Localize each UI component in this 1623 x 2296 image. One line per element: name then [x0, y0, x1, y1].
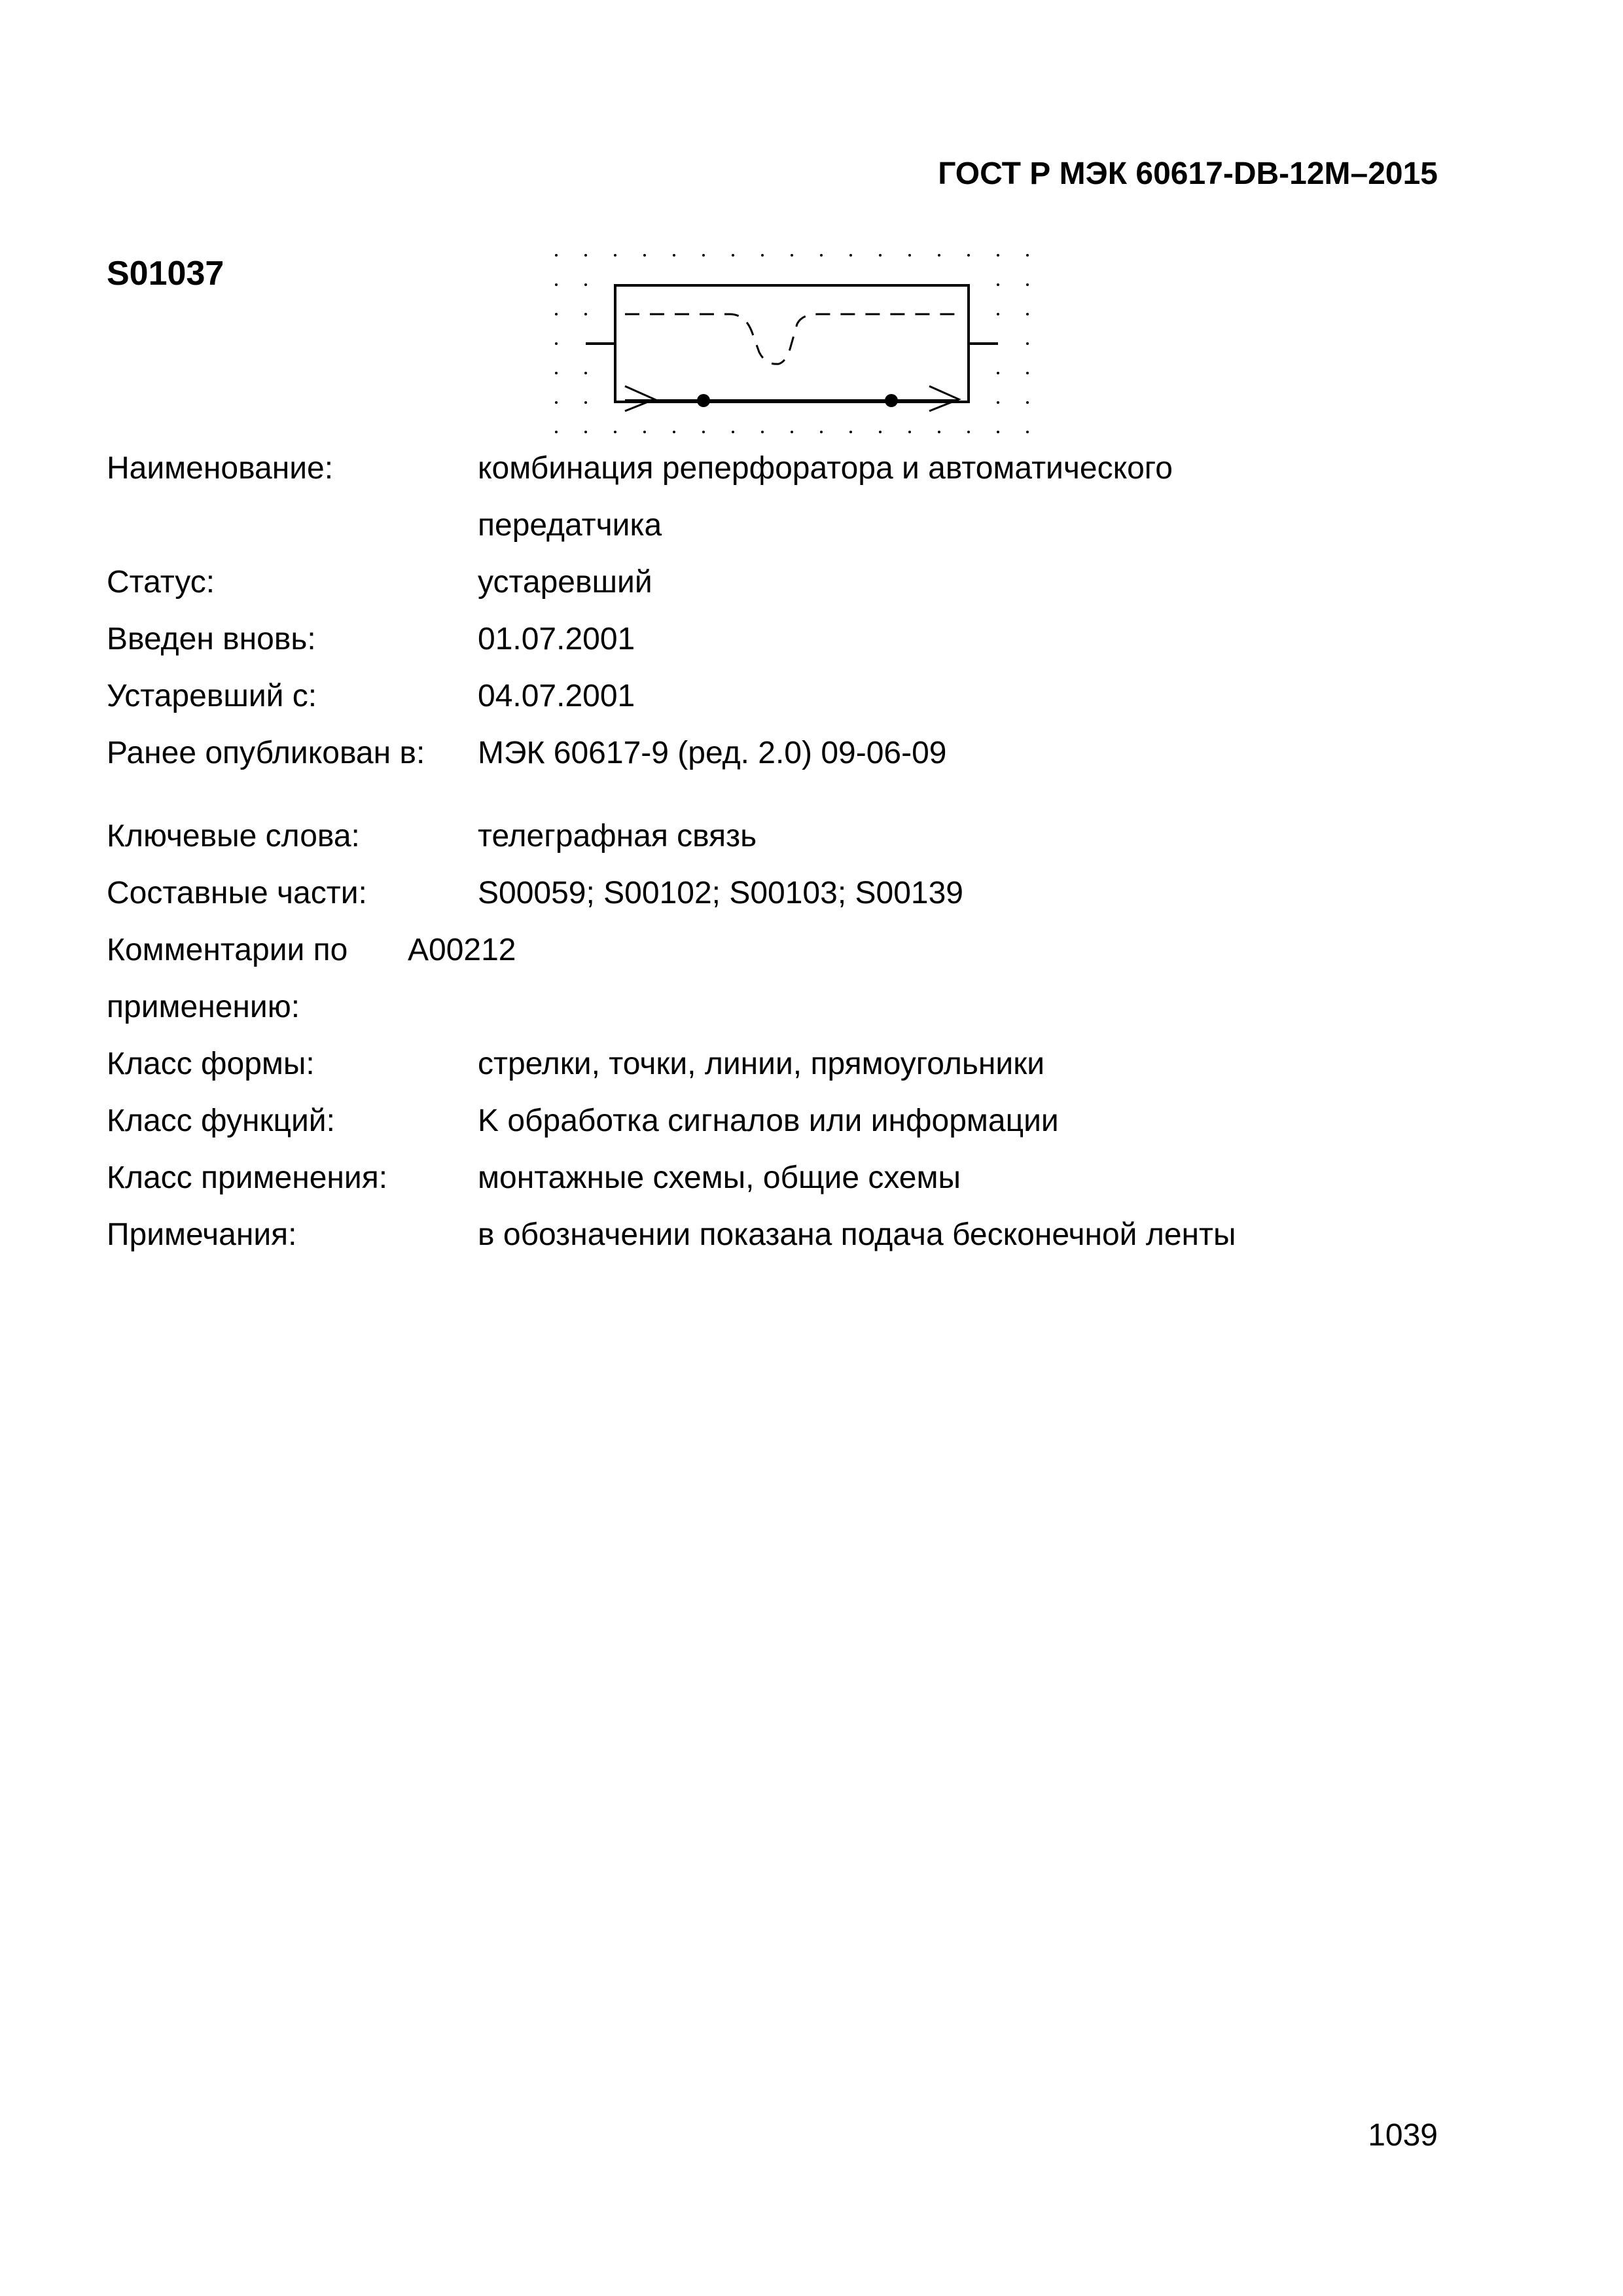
field-label: Введен вновь:: [107, 622, 316, 656]
field-row-published: [107, 725, 1481, 781]
field-label: Ранее опубликован в:: [107, 736, 425, 770]
field-label: Класс функций:: [107, 1103, 335, 1138]
standard-title: ГОСТ Р МЭК 60617-DB-12M–2015: [938, 156, 1438, 191]
field-value: 01.07.2001: [478, 622, 635, 656]
field-label: Статус:: [107, 565, 215, 600]
field-value: телеграфная связь: [478, 819, 757, 853]
field-row-name: [107, 440, 1481, 554]
field-value: K обработка сигналов или информации: [478, 1103, 1059, 1138]
field-label: Составные части:: [107, 876, 367, 910]
field-row-components: [107, 865, 1481, 922]
symbol-properties: [107, 440, 1481, 1263]
field-row-comments: [107, 922, 1481, 1035]
field-row-introduced: [107, 611, 1481, 668]
field-value: монтажные схемы, общие схемы: [478, 1160, 961, 1195]
field-row-notes: [107, 1206, 1481, 1263]
field-label: Класс применения:: [107, 1160, 388, 1195]
field-value: A00212: [408, 933, 516, 967]
field-value: стрелки, точки, линии, прямоугольники: [478, 1047, 1045, 1081]
field-value: комбинация реперфоратора и автоматического передатчика: [478, 451, 1173, 543]
field-value: МЭК 60617-9 (ред. 2.0) 09-06-09: [478, 736, 947, 770]
field-label: Класс формы:: [107, 1047, 315, 1081]
field-value: в обозначении показана подача бесконечной ленты: [478, 1217, 1236, 1252]
field-row-application-class: [107, 1149, 1481, 1206]
field-value: устаревший: [478, 565, 652, 600]
field-row-form-class: [107, 1035, 1481, 1092]
field-row-function-class: [107, 1092, 1481, 1149]
field-label: Наименование:: [107, 451, 334, 486]
page-number: 1039: [1368, 2118, 1438, 2153]
tape-path: [625, 314, 959, 411]
field-label: Комментарии по применению:: [107, 933, 348, 1024]
field-value: S00059; S00102; S00103; S00139: [478, 876, 963, 910]
field-label: Устаревший с:: [107, 679, 317, 713]
field-row-keywords: [107, 808, 1481, 865]
field-label: Ключевые слова:: [107, 819, 360, 853]
field-value: 04.07.2001: [478, 679, 635, 713]
field-row-obsolete: [107, 668, 1481, 725]
field-row-status: [107, 554, 1481, 611]
symbol-code: S01037: [107, 255, 224, 293]
symbol-diagram: [550, 249, 1034, 439]
field-label: Примечания:: [107, 1217, 297, 1252]
